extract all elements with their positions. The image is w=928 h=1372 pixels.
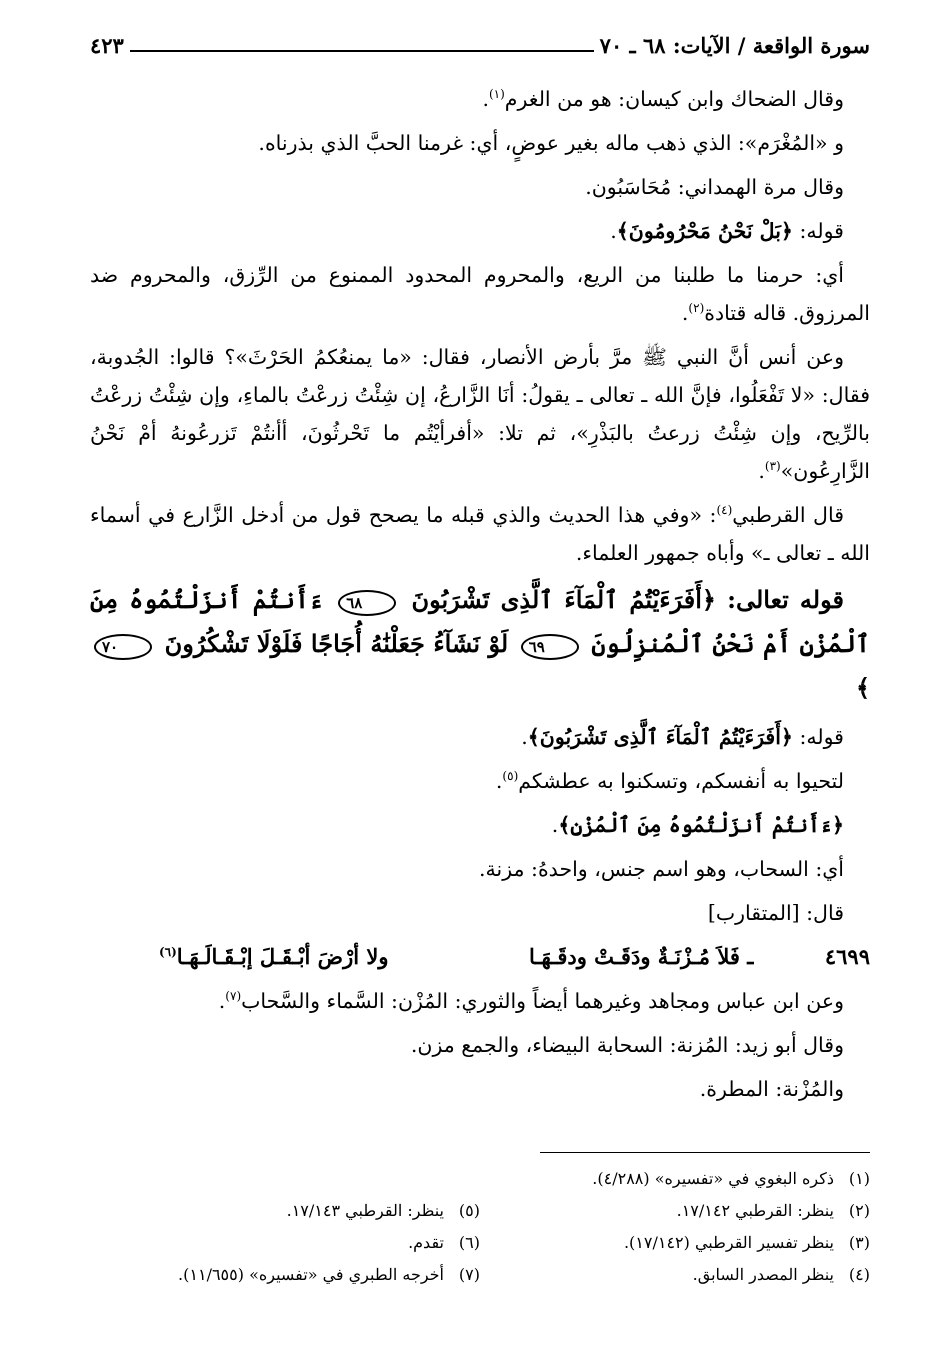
quran-quote: ﴿ءَأَنتُمْ أَنزَلْتُمُوهُ مِنَ ٱلْمُزْنِ﴾ — [558, 813, 844, 837]
text-run: . — [610, 219, 617, 243]
footnote-columns — [90, 1163, 870, 1291]
paragraph — [90, 982, 870, 1020]
text-run: . — [521, 725, 528, 749]
book-page — [90, 22, 870, 1352]
text-run: وقال الضحاك وابن كيسان: هو من الغرم — [504, 87, 844, 111]
quran-quote: ﴿بَلْ نَحْنُ مَحْرُومُونَ﴾ — [616, 219, 793, 243]
paragraph — [90, 496, 870, 572]
text-run: وقال أبو زيد: المُزنة: السحابة البيضاء، والجمع مزن. — [410, 1033, 844, 1057]
text-run: قال: [المتقارب] — [707, 901, 844, 925]
footnote-text: تقدم. — [408, 1233, 444, 1252]
paragraph — [90, 1026, 870, 1064]
paragraph — [90, 124, 870, 162]
verse-text: ﴾ — [855, 673, 870, 702]
page-number: ٤٢٣ — [90, 33, 124, 58]
footnote-item — [480, 1259, 870, 1291]
text-run: . — [551, 813, 559, 837]
ayah-number-marker: ٦٨ — [338, 590, 396, 616]
footnote-item — [90, 1259, 480, 1291]
hadith-text: وعن أنس أنَّ النبي ﷺ مرَّ بأرض الأنصار، فقال: «ما يمنعُكمُ الحَرْثَ»؟ قالوا: الجُدوبة، فقال: «لا تَفْعَلُوا، فإنَّ الله ـ تعالى ـ يقولُ: أنَا الزَّارعُ، إن شِئْتُ زرعْتُ بالماءِ، وإن شِئْتُ زرعْتُ بالرِّيح، وإن شِئْتُ زرعتُ بالبَذْرِ»، ثم تلا: «أفرأيْتُم ما تَحْرثُونَ، أأنتُمْ تَزرعُونهُ أمْ نَحْنُ الزَّارِعُون» — [90, 345, 870, 483]
footnote-item — [90, 1195, 480, 1227]
footnote-item — [480, 1163, 870, 1195]
footnote-number: (٧) — [458, 1265, 480, 1284]
footnote-column-left — [90, 1163, 480, 1291]
footnote-number: (٢) — [848, 1201, 870, 1220]
paragraph — [90, 850, 870, 888]
text-run: لتحيوا به أنفسكم، وتسكنوا به عطشكم — [518, 769, 844, 793]
quran-quote: ﴿أَفَرَءَيْتُمُ ٱلْمَآءَ ٱلَّذِى تَشْرَبُونَ﴾ — [527, 725, 793, 749]
footnote-ref: (١) — [488, 87, 505, 102]
text-run: وعن ابن عباس ومجاهد وغيرهما أيضاً والثوري: المُزْن: السَّماء والسَّحاب — [241, 989, 844, 1013]
text-run: أي: السحاب، وهو اسم جنس، واحدهُ: مزنة. — [479, 857, 844, 881]
footnote-item — [90, 1227, 480, 1259]
footnote-item — [480, 1195, 870, 1227]
footnote-text: ينظر: القرطبي ١٧/١٤٢. — [676, 1201, 834, 1220]
text-run: والمُزْنة: المطرة. — [699, 1077, 844, 1101]
paragraph — [90, 806, 870, 844]
footnote-column-right — [480, 1163, 870, 1291]
footnote-text: ينظر المصدر السابق. — [692, 1265, 834, 1284]
footnote-number: (٤) — [848, 1265, 870, 1284]
paragraph — [90, 718, 870, 756]
footnote-number: (١) — [848, 1169, 870, 1188]
footnote-text: ينظر: القرطبي ١٧/١٤٣. — [286, 1201, 444, 1220]
first-hemistich: ـ فَلاَ مُـزْنَـةٌ ودَقَـتْ ودقَـهَـا — [528, 944, 754, 969]
footnote-text: ينظر تفسير القرطبي (١٧/١٤٢). — [623, 1233, 834, 1252]
footnote-number: (٥) — [458, 1201, 480, 1220]
footnote-text: أخرجه الطبري في «تفسيره» (١١/٦٥٥). — [178, 1265, 444, 1284]
paragraph — [90, 80, 870, 118]
verse-text: ﴿أَفَرَءَيْتُمُ ٱلْمَآءَ ٱلَّذِى تَشْرَبُونَ — [411, 585, 716, 614]
footnote-ref: (٧) — [225, 989, 242, 1004]
text-run: قوله: — [799, 725, 844, 749]
verse-intro: قوله تعالى: — [727, 585, 844, 614]
paragraph — [90, 168, 870, 206]
main-text — [90, 80, 870, 1108]
footnote-ref: (٦) — [158, 945, 177, 959]
running-header — [90, 22, 870, 58]
surah-title: سورة الواقعة / الآيات: ٦٨ ـ ٧٠ — [599, 33, 870, 58]
paragraph — [90, 212, 870, 250]
text-run: . — [681, 301, 689, 325]
verse-heading — [90, 578, 870, 710]
paragraph — [90, 762, 870, 800]
footnote-ref: (٢) — [688, 301, 705, 316]
text-run: و «المُغْرَم»: الذي ذهب ماله بغير عوضٍ، أي: غرمنا الحبَّ الذي بذرناه. — [258, 131, 844, 155]
footnote-ref: (٤) — [716, 503, 733, 518]
footnote-ref: (٣) — [764, 459, 781, 474]
paragraph — [90, 338, 870, 490]
text-run: . — [495, 769, 503, 793]
second-hemistich — [90, 938, 457, 976]
text-run: قوله: — [799, 219, 844, 243]
footnote-number: (٣) — [848, 1233, 870, 1252]
text-run: قال القرطبي — [732, 503, 844, 527]
verse-text: ءَأَنتُمْ أَنزَلْتُمُوهُ مِنَ ٱلْمُزْنِ أَمْ نَحْنُ ٱلْمُنزِلُونَ — [90, 585, 870, 658]
text-run: ولا أرْضَ أبْـقَـلَ إبْـقَـالَـهَـا — [176, 944, 389, 969]
text-run: . — [758, 459, 765, 483]
paragraph — [90, 256, 870, 332]
text-run: . — [218, 989, 226, 1013]
text-run: أي: حرمنا ما طلبنا من الريع، والمحروم المحدود الممنوع من الرِّزق، والمحروم ضد المرزوق. قاله قتادة — [90, 263, 870, 325]
verse-number: ٤٦٩٩ — [824, 944, 870, 969]
poetry-verse — [90, 938, 870, 976]
ayah-number-marker: ٦٩ — [521, 634, 579, 660]
text-run: وقال مرة الهمداني: مُحَاسَبُون. — [585, 175, 844, 199]
footnotes-section — [90, 1152, 870, 1291]
header-rule — [130, 50, 594, 52]
text-run: : «وفي هذا الحديث والذي قبله ما يصحح قول من أدخل الزَّارع في أسماء الله ـ تعالى ـ» وأباه جمهور العلماء. — [90, 503, 870, 565]
footnote-divider — [540, 1152, 870, 1153]
footnote-number: (٦) — [458, 1233, 480, 1252]
paragraph — [90, 894, 870, 932]
paragraph — [90, 1070, 870, 1108]
verse-text: لَوْ نَشَآءُ جَعَلْنَٰهُ أُجَاجًا فَلَوْلَا تَشْكُرُونَ — [164, 629, 509, 658]
ayah-number-marker: ٧٠ — [94, 634, 152, 660]
footnote-ref: (٥) — [502, 769, 519, 784]
footnote-item — [480, 1227, 870, 1259]
text-run: . — [482, 87, 489, 111]
footnote-text: ذكره البغوي في «تفسيره» (٤/٢٨٨). — [592, 1169, 834, 1188]
